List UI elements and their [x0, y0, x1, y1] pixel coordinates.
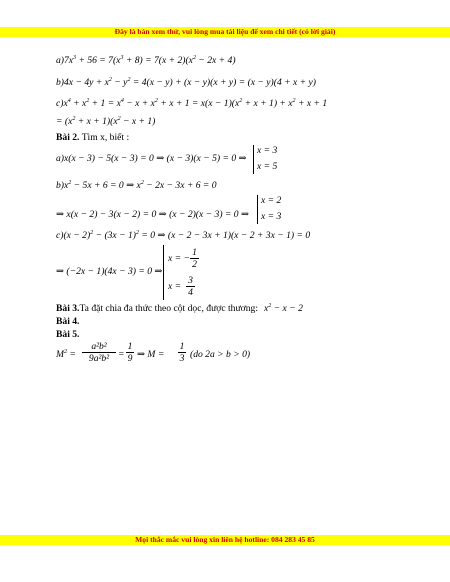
bai5-equals: =	[67, 349, 76, 360]
exponent: 2	[117, 116, 121, 122]
bai1-a-text: + 56 = 7(x	[76, 55, 121, 66]
bai2-a-solution-1: x = 3	[257, 145, 278, 156]
bai1-c-text: − x + x	[123, 98, 155, 109]
bai5-heading	[56, 329, 79, 341]
bai2-line-b2	[56, 209, 249, 221]
bai4-heading	[56, 316, 79, 328]
fraction	[126, 341, 134, 364]
fraction	[190, 247, 199, 270]
bai2-line-c	[56, 230, 310, 242]
bai3-text: Ta đặt chia đa thức theo cột dọc, được thương:	[79, 303, 258, 314]
exponent: 2	[90, 230, 94, 236]
fraction	[186, 275, 195, 298]
bai1-c-text: c)x	[56, 98, 68, 109]
bai5-title: Bài 5.	[56, 329, 80, 340]
bai3-result-text: − x − 2	[271, 303, 303, 314]
exponent: 2	[86, 98, 90, 104]
bai2-a-solution-2: x = 5	[257, 161, 278, 172]
bai2-b-solution-2: x = 3	[261, 211, 282, 222]
bai2-c-text: c)(x − 2)	[56, 230, 91, 241]
exponent: 2	[292, 98, 296, 104]
bai1-c-text: + x + 1	[295, 98, 328, 109]
bai2-a-equation: a)x(x − 3) − 5(x − 3) = 0 ⇒ (x − 3)(x − 5) = 0 ⇒	[56, 153, 247, 164]
exponent: 2	[68, 180, 72, 186]
bai1-c2-text: + x + 1)(x	[75, 116, 118, 127]
exponent: 4	[67, 98, 71, 104]
exponent: 2	[135, 230, 139, 236]
exponent: 4	[120, 98, 124, 104]
preview-notice-banner	[0, 27, 450, 37]
bai2-b-text: − 2x − 3x + 6 = 0	[143, 180, 217, 191]
bai2-title: Bài 2.	[56, 132, 80, 143]
bai3-title: Bài 3.	[56, 303, 80, 314]
bai2-b2-equation: ⇒ x(x − 2) − 3(x − 2) = 0 ⇒ (x − 2)(x − 3) = 0 ⇒	[56, 209, 250, 220]
bai5-condition: (do 2a > b > 0)	[190, 349, 251, 360]
exponent: 2	[140, 180, 144, 186]
bai2-heading	[56, 132, 129, 144]
bai1-a-text: a)7x	[56, 55, 74, 66]
fraction	[178, 341, 186, 364]
bai2-b-solution-1: x = 2	[261, 195, 282, 206]
bai1-a-text: − 2x + 4)	[195, 55, 236, 66]
hotline-banner	[0, 535, 450, 545]
bai2-c-solution-2-prefix: x =	[168, 281, 182, 292]
fraction-numerator: 1	[179, 341, 185, 352]
bai2-b-text: b)x	[56, 180, 69, 191]
bai2-instruction: Tìm x, biết :	[79, 132, 130, 143]
bai4-title: Bài 4.	[56, 316, 80, 327]
bai1-c2-text: = (x	[56, 116, 73, 127]
case-brace	[163, 245, 164, 300]
fraction-numerator: a²b²	[91, 341, 107, 352]
bai1-a-text: + 8) = 7(x + 2)(x	[123, 55, 193, 66]
bai2-c-text: = 0 ⇒ (x − 2 − 3x + 1)(x − 2 + 3x − 1) = 0	[138, 230, 311, 241]
exponent: 2	[64, 349, 67, 355]
bai1-c-text: + x + 1) + x	[242, 98, 293, 109]
bai2-c-solution-1-prefix: x = −	[168, 253, 191, 264]
bai2-line-c2	[56, 266, 162, 278]
bai2-line-a	[56, 153, 247, 165]
bai3-heading	[56, 303, 303, 315]
exponent: 2	[72, 116, 76, 122]
bai2-c2-equation: ⇒ (−2x − 1)(4x − 3) = 0 ⇒	[56, 266, 163, 277]
fraction-numerator: 3	[188, 275, 193, 286]
bai1-line-c	[56, 98, 327, 110]
bai5-equals-2: =	[118, 349, 125, 360]
bai1-b-text: b)4x − 4y + x	[56, 77, 109, 88]
fraction-numerator: 1	[192, 247, 197, 258]
exponent: 2	[192, 55, 196, 61]
fraction-denominator: 9	[127, 353, 133, 364]
exponent: 2	[108, 77, 112, 83]
exponent: 2	[127, 77, 131, 83]
fraction-denominator: 3	[179, 353, 185, 364]
preview-notice-text: Đây là bản xem thử, vui lòng mua tài liệu để xem chi tiết (có lời giải)	[114, 27, 336, 36]
exponent: 2	[239, 98, 243, 104]
bai3-result-text: x	[264, 303, 269, 314]
bai1-line-a	[56, 55, 236, 67]
exponent: 3	[120, 55, 124, 61]
bai1-c-text: + x	[70, 98, 87, 109]
bai1-b-text: − y	[111, 77, 128, 88]
bai5-equation-lhs	[56, 349, 76, 361]
case-brace	[257, 195, 258, 224]
bai2-b-text: − 5x + 6 = 0 ⇒ x	[71, 180, 141, 191]
bai1-line-c2	[56, 116, 155, 128]
bai1-line-b	[56, 77, 316, 89]
exponent: 2	[154, 98, 158, 104]
bai1-c2-text: − x + 1)	[120, 116, 156, 127]
fraction-numerator: 1	[127, 341, 133, 352]
exponent: 2	[268, 303, 272, 309]
bai5-implies: ⇒ M =	[137, 349, 165, 360]
fraction-denominator: 4	[186, 286, 195, 298]
bai1-c-text: + 1 = x	[89, 98, 121, 109]
case-brace	[253, 145, 254, 174]
fraction	[82, 341, 116, 364]
hotline-text: Mọi thắc mắc vui lòng xin liên hệ hotline: 084 283 45 85	[135, 535, 315, 544]
bai1-b-text: = 4(x − y) + (x − y)(x + y) = (x − y)(4 + x + y)	[130, 77, 316, 88]
bai2-line-b	[56, 180, 217, 192]
fraction-denominator: 2	[190, 258, 199, 270]
exponent: 3	[73, 55, 77, 61]
bai1-c-text: + x + 1 = x(x − 1)(x	[157, 98, 240, 109]
bai3-result	[264, 303, 303, 314]
fraction-denominator: 9a²b²	[82, 352, 116, 364]
bai2-c-text: − (3x − 1)	[93, 230, 136, 241]
bai5-lhs: M	[56, 349, 64, 360]
